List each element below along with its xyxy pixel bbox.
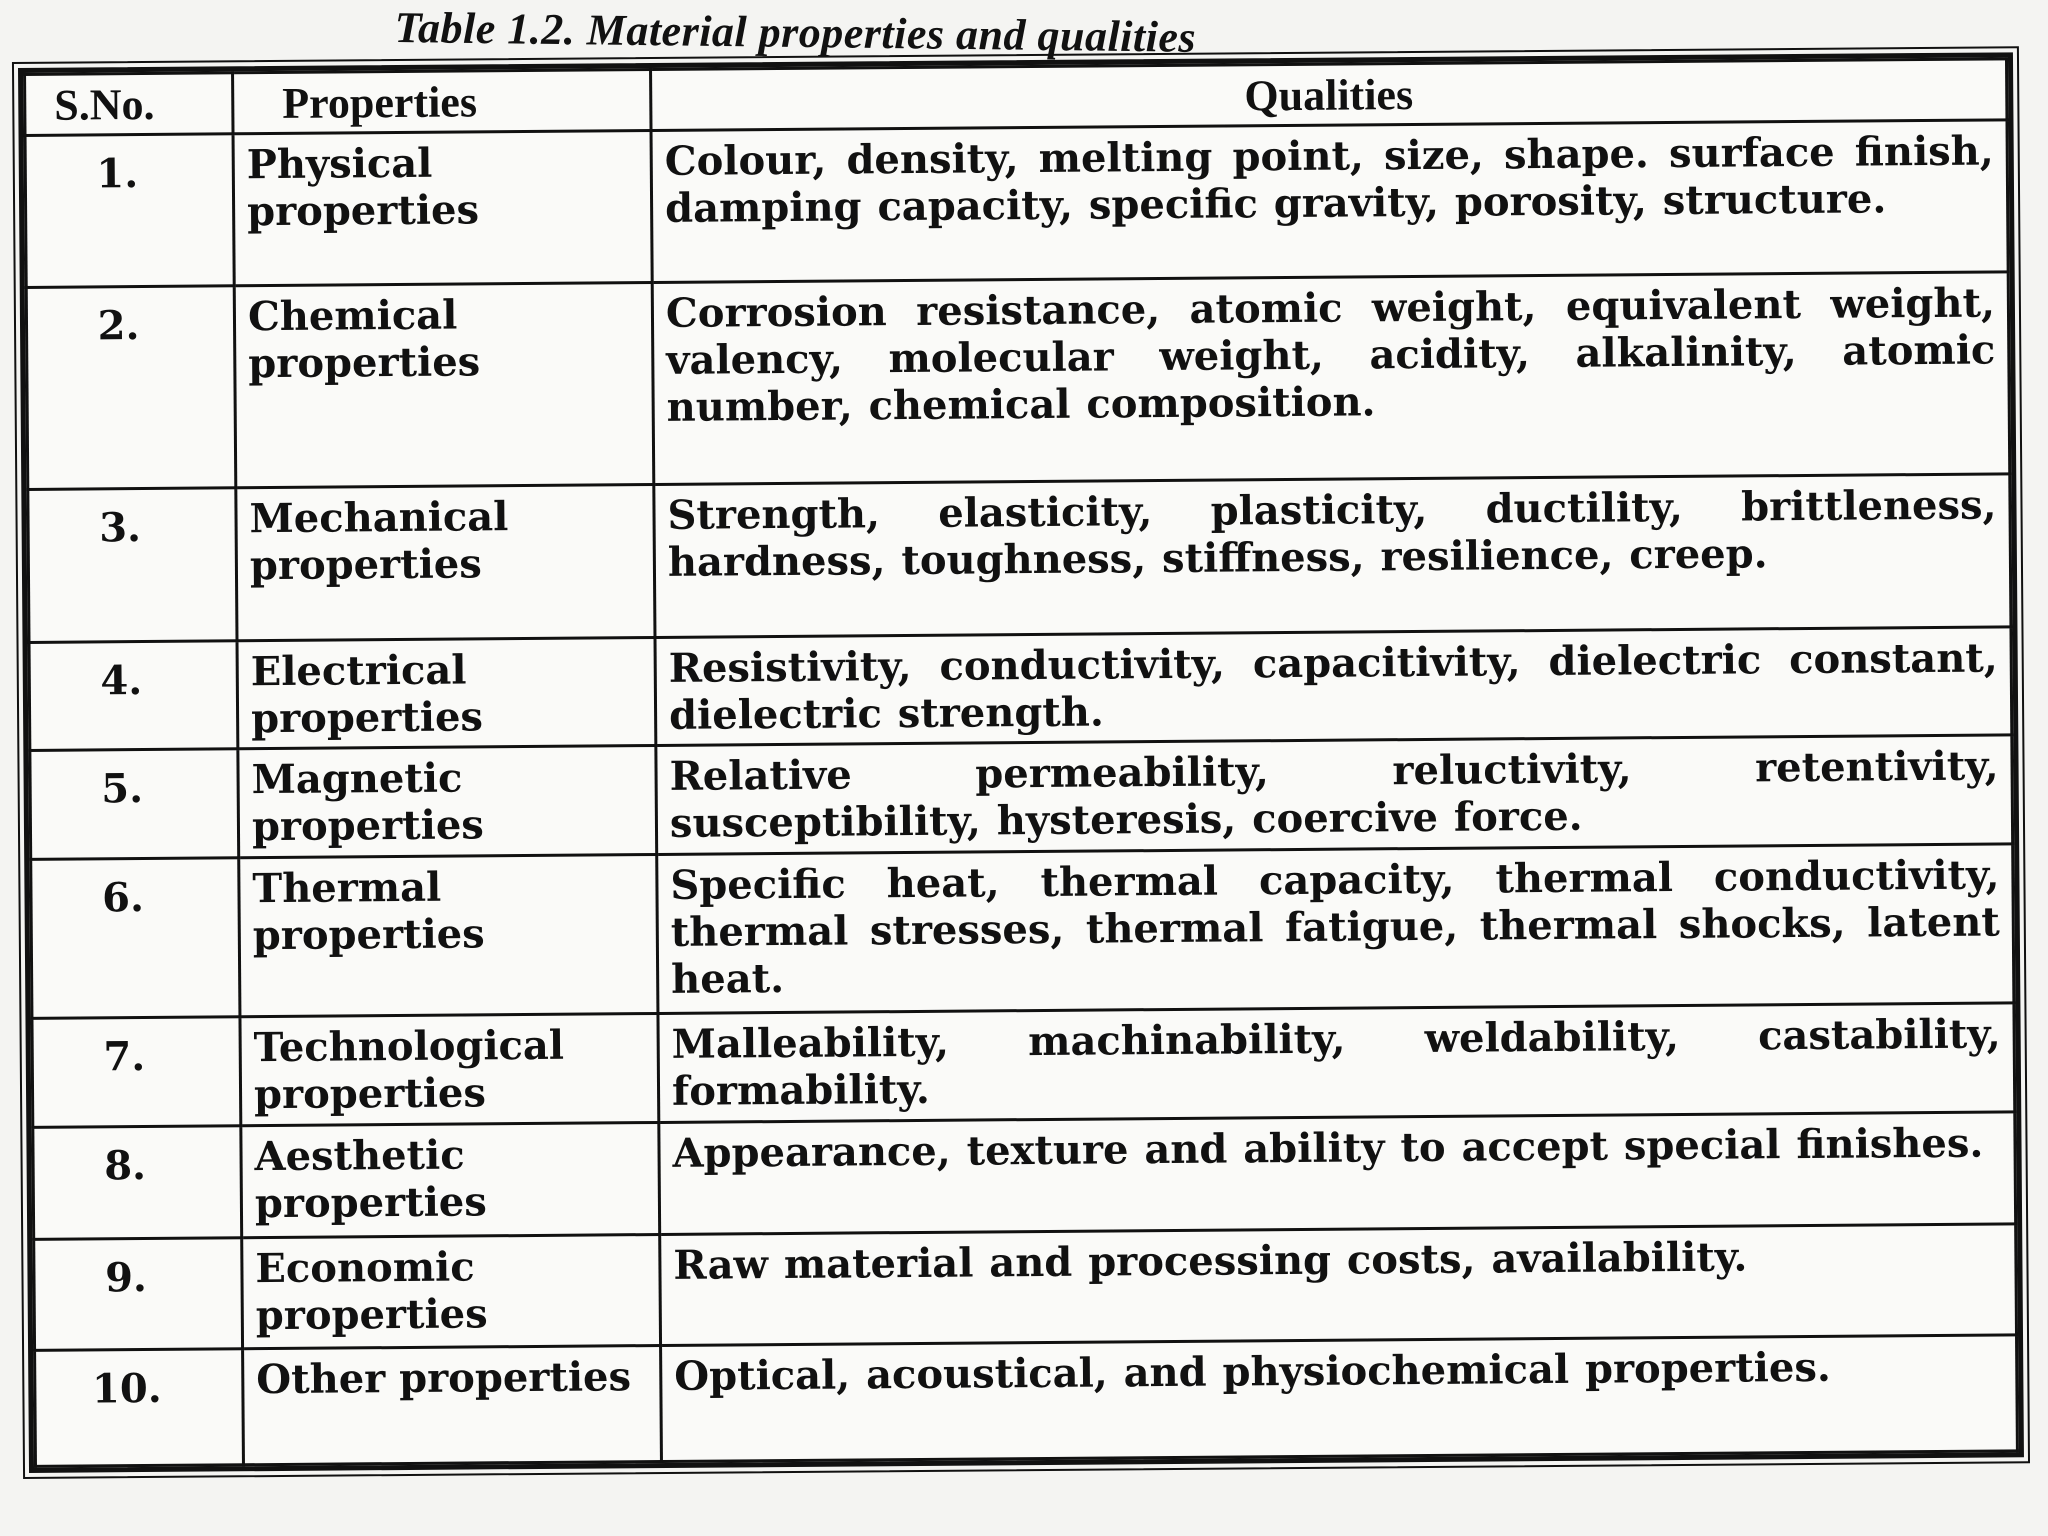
- row-sno: 7.: [32, 1017, 241, 1128]
- table-row: [33, 1112, 2016, 1239]
- row-property: Mechanical properties: [236, 484, 655, 641]
- row-qualities: Raw material and processing costs, availability.: [660, 1223, 2017, 1345]
- row-property: Other properties: [243, 1345, 662, 1465]
- row-qualities: Strength, elasticity, plasticity, ductility, brittleness, hardness, toughness, stiffness, resilience, creep.: [654, 474, 2011, 638]
- row-property: Magnetic properties: [238, 746, 657, 857]
- row-sno: 3.: [28, 488, 237, 643]
- row-property: Electrical properties: [237, 638, 656, 749]
- row-qualities: Appearance, texture and ability to accept special finishes.: [659, 1112, 2016, 1234]
- row-sno: 4.: [29, 641, 238, 751]
- row-property: Aesthetic properties: [241, 1123, 660, 1237]
- row-property: Thermal properties: [239, 854, 658, 1017]
- table-row: [35, 1335, 2018, 1467]
- row-property: Technological properties: [240, 1014, 659, 1126]
- table-row: [34, 1223, 2017, 1350]
- table-row: [28, 474, 2011, 643]
- material-properties-table: [18, 52, 2024, 1473]
- row-sno: 8.: [33, 1126, 242, 1239]
- table-caption: Table 1.2. Material properties and qualities: [394, 2, 1197, 62]
- table-row: [31, 843, 2014, 1018]
- row-qualities: Relative permeability, reluctivity, retentivity, susceptibility, hysteresis, coercive force.: [656, 735, 2013, 854]
- row-qualities: Specific heat, thermal capacity, thermal conductivity, thermal stresses, thermal fatigue, thermal shocks, latent heat.: [657, 843, 2014, 1013]
- row-sno: 10.: [35, 1348, 244, 1466]
- header-properties: Properties: [233, 70, 651, 134]
- row-qualities: Corrosion resistance, atomic weight, equivalent weight, valency, molecular weight, acidity, alkalinity, atomic number, chemical composition.: [652, 271, 2010, 484]
- row-qualities: Malleability, machinability, weldability, castability, formability.: [658, 1003, 2015, 1123]
- table-row: [29, 627, 2012, 751]
- row-sno: 1.: [25, 134, 234, 287]
- row-property: Economic properties: [242, 1234, 661, 1348]
- table-row: [26, 271, 2010, 489]
- row-sno: 6.: [31, 857, 240, 1018]
- row-qualities: Resistivity, conductivity, capacitivity, dielectric constant, dielectric strength.: [655, 627, 2012, 746]
- header-qualities: Qualities: [651, 59, 2007, 131]
- row-qualities: Optical, acoustical, and physiochemical properties.: [661, 1335, 2018, 1462]
- row-property: Chemical properties: [234, 282, 654, 487]
- row-sno: 9.: [34, 1237, 243, 1350]
- row-qualities: Colour, density, melting point, size, shape. surface finish, damping capacity, specific gravity, porosity, structure.: [651, 120, 2008, 282]
- properties-table-grid: [23, 57, 2019, 1468]
- row-property: Physical properties: [233, 131, 652, 286]
- header-sno: S.No.: [25, 73, 233, 136]
- table-row: [25, 120, 2008, 287]
- row-sno: 2.: [26, 285, 236, 489]
- table-row: [30, 735, 2013, 859]
- table-row: [32, 1003, 2015, 1128]
- row-sno: 5.: [30, 749, 239, 859]
